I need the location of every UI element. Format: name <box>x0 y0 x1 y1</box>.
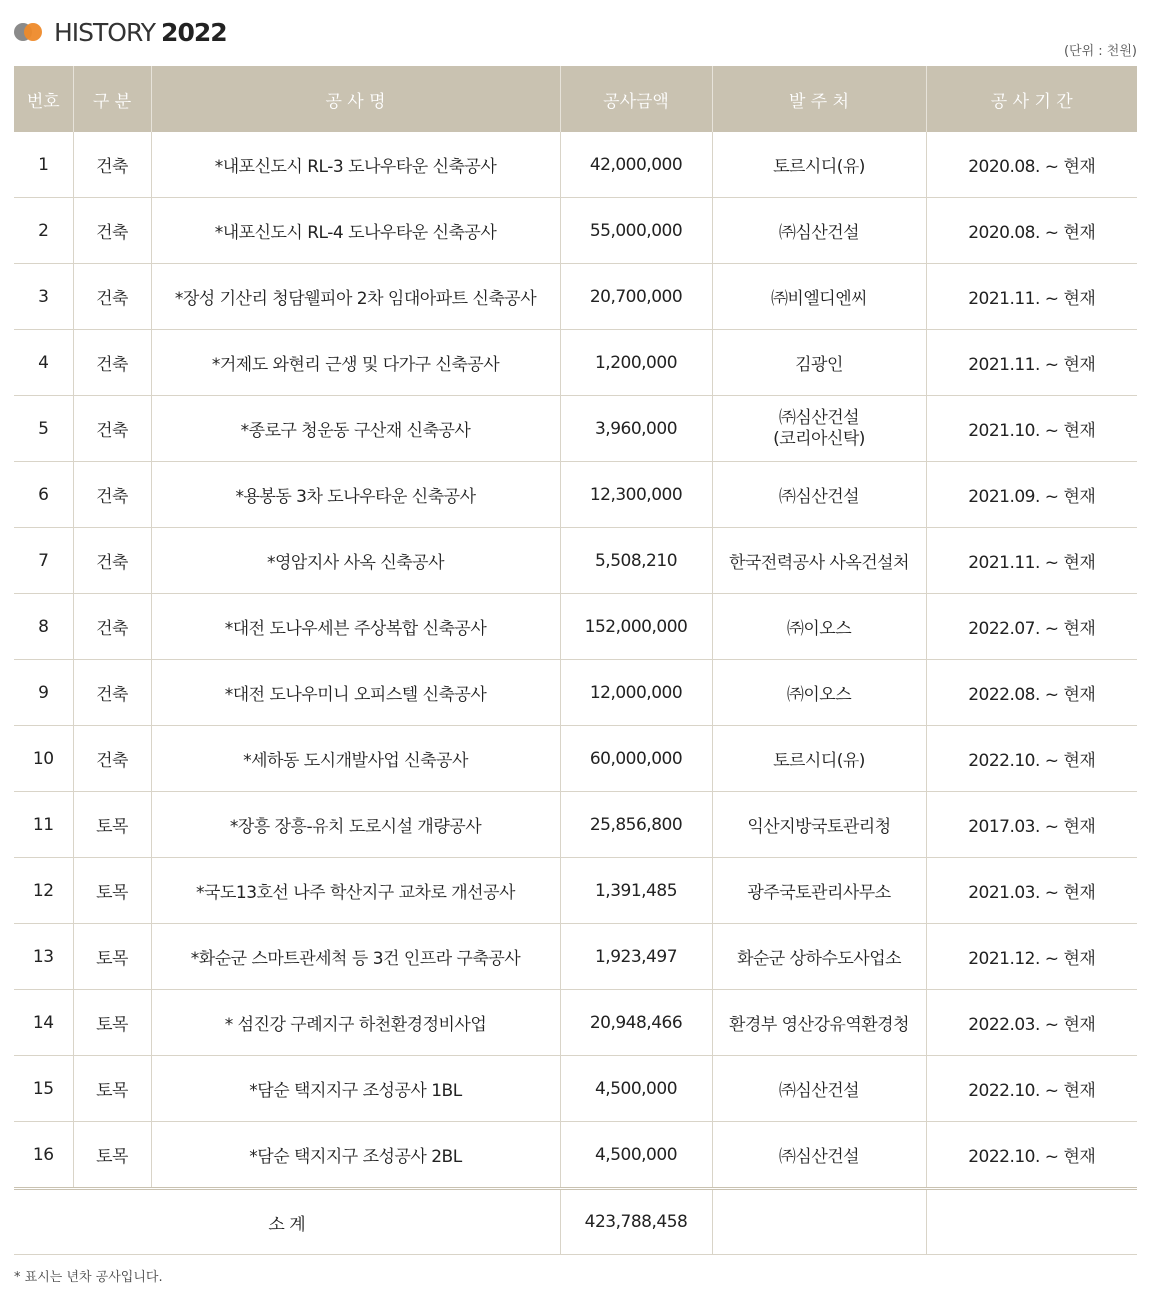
cell-period: 2022.10. ~ 현재 <box>926 726 1137 792</box>
cell-client: ㈜이오스 <box>712 594 926 660</box>
cell-division: 건축 <box>73 528 151 594</box>
cell-period: 2022.08. ~ 현재 <box>926 660 1137 726</box>
cell-no: 14 <box>14 990 73 1056</box>
cell-project-name: *내포신도시 RL-4 도나우타운 신축공사 <box>151 198 560 264</box>
cell-no: 12 <box>14 858 73 924</box>
cell-amount: 1,923,497 <box>560 924 712 990</box>
table-row <box>14 396 1137 462</box>
table-row <box>14 1122 1137 1189</box>
subtotal-period-empty <box>926 1189 1137 1255</box>
cell-client: 토르시디(유) <box>712 132 926 198</box>
cell-client: ㈜심산건설 <box>712 1122 926 1189</box>
cell-division: 토목 <box>73 990 151 1056</box>
client-line: ㈜심산건설 <box>778 407 860 428</box>
cell-division: 건축 <box>73 330 151 396</box>
table-row <box>14 990 1137 1056</box>
cell-client: 토르시디(유) <box>712 726 926 792</box>
cell-period: 2022.10. ~ 현재 <box>926 1056 1137 1122</box>
cell-amount: 60,000,000 <box>560 726 712 792</box>
cell-division: 건축 <box>73 660 151 726</box>
cell-period: 2021.03. ~ 현재 <box>926 858 1137 924</box>
cell-amount: 152,000,000 <box>560 594 712 660</box>
cell-period: 2021.11. ~ 현재 <box>926 528 1137 594</box>
cell-project-name: *대전 도나우미니 오피스텔 신축공사 <box>151 660 560 726</box>
cell-division: 토목 <box>73 1056 151 1122</box>
subtotal-row <box>14 1189 1137 1255</box>
cell-no: 15 <box>14 1056 73 1122</box>
cell-amount: 5,508,210 <box>560 528 712 594</box>
header-division: 구 분 <box>73 66 151 132</box>
cell-no: 3 <box>14 264 73 330</box>
cell-no: 7 <box>14 528 73 594</box>
cell-amount: 20,948,466 <box>560 990 712 1056</box>
cell-no: 9 <box>14 660 73 726</box>
cell-project-name: *세하동 도시개발사업 신축공사 <box>151 726 560 792</box>
cell-division: 건축 <box>73 264 151 330</box>
table-row <box>14 924 1137 990</box>
table-row <box>14 198 1137 264</box>
page-title-word: HISTORY <box>54 17 156 47</box>
cell-division: 건축 <box>73 726 151 792</box>
cell-amount: 55,000,000 <box>560 198 712 264</box>
cell-client: 광주국토관리사무소 <box>712 858 926 924</box>
cell-project-name: *장흥 장흥-유치 도로시설 개량공사 <box>151 792 560 858</box>
cell-amount: 4,500,000 <box>560 1122 712 1189</box>
cell-client: ㈜심산건설 <box>712 462 926 528</box>
table-row <box>14 858 1137 924</box>
cell-period: 2017.03. ~ 현재 <box>926 792 1137 858</box>
cell-amount: 4,500,000 <box>560 1056 712 1122</box>
cell-division: 토목 <box>73 858 151 924</box>
cell-client: 한국전력공사 사옥건설처 <box>712 528 926 594</box>
cell-no: 13 <box>14 924 73 990</box>
cell-project-name: *용봉동 3차 도나우타운 신축공사 <box>151 462 560 528</box>
table-row <box>14 594 1137 660</box>
cell-amount: 1,200,000 <box>560 330 712 396</box>
page-header <box>14 14 227 50</box>
subtotal-amount: 423,788,458 <box>560 1189 712 1255</box>
footnote: * 표시는 년차 공사입니다. <box>14 1270 163 1285</box>
cell-division: 건축 <box>73 462 151 528</box>
cell-period: 2021.12. ~ 현재 <box>926 924 1137 990</box>
cell-project-name: *국도13호선 나주 학산지구 교차로 개선공사 <box>151 858 560 924</box>
cell-period: 2022.10. ~ 현재 <box>926 1122 1137 1189</box>
table-row <box>14 726 1137 792</box>
cell-amount: 12,300,000 <box>560 462 712 528</box>
cell-period: 2022.03. ~ 현재 <box>926 990 1137 1056</box>
cell-client: 화순군 상하수도사업소 <box>712 924 926 990</box>
cell-client: ㈜비엘디엔씨 <box>712 264 926 330</box>
cell-project-name: *종로구 청운동 구산재 신축공사 <box>151 396 560 462</box>
cell-amount: 3,960,000 <box>560 396 712 462</box>
cell-project-name: *내포신도시 RL-3 도나우타운 신축공사 <box>151 132 560 198</box>
brand-circles-icon <box>14 23 44 41</box>
subtotal-label: 소 계 <box>14 1189 560 1255</box>
table-header-row <box>14 66 1137 132</box>
header-amount: 공사금액 <box>560 66 712 132</box>
table-row <box>14 792 1137 858</box>
table-row <box>14 660 1137 726</box>
cell-project-name: *담순 택지지구 조성공사 2BL <box>151 1122 560 1189</box>
cell-project-name: *거제도 와현리 근생 및 다가구 신축공사 <box>151 330 560 396</box>
cell-amount: 1,391,485 <box>560 858 712 924</box>
table-row <box>14 132 1137 198</box>
cell-period: 2021.09. ~ 현재 <box>926 462 1137 528</box>
cell-client: 환경부 영산강유역환경청 <box>712 990 926 1056</box>
cell-client <box>712 396 926 462</box>
cell-client: ㈜심산건설 <box>712 1056 926 1122</box>
cell-period: 2021.11. ~ 현재 <box>926 330 1137 396</box>
cell-amount: 20,700,000 <box>560 264 712 330</box>
header-no: 번호 <box>14 66 73 132</box>
cell-period: 2022.07. ~ 현재 <box>926 594 1137 660</box>
cell-division: 토목 <box>73 924 151 990</box>
cell-period: 2021.10. ~ 현재 <box>926 396 1137 462</box>
subtotal-client-empty <box>712 1189 926 1255</box>
cell-division: 토목 <box>73 1122 151 1189</box>
cell-period: 2020.08. ~ 현재 <box>926 132 1137 198</box>
cell-project-name: *대전 도나우세븐 주상복합 신축공사 <box>151 594 560 660</box>
cell-amount: 25,856,800 <box>560 792 712 858</box>
cell-client: 김광인 <box>712 330 926 396</box>
table-row <box>14 528 1137 594</box>
cell-client: 익산지방국토관리청 <box>712 792 926 858</box>
header-client: 발 주 처 <box>712 66 926 132</box>
cell-project-name: *담순 택지지구 조성공사 1BL <box>151 1056 560 1122</box>
cell-no: 4 <box>14 330 73 396</box>
cell-project-name: *화순군 스마트관세척 등 3건 인프라 구축공사 <box>151 924 560 990</box>
header-period: 공 사 기 간 <box>926 66 1137 132</box>
cell-project-name: *장성 기산리 청담웰피아 2차 임대아파트 신축공사 <box>151 264 560 330</box>
history-table <box>14 66 1137 1255</box>
table-row <box>14 264 1137 330</box>
cell-project-name: *영암지사 사옥 신축공사 <box>151 528 560 594</box>
cell-no: 2 <box>14 198 73 264</box>
cell-no: 6 <box>14 462 73 528</box>
cell-division: 건축 <box>73 198 151 264</box>
table-row <box>14 1056 1137 1122</box>
cell-no: 1 <box>38 154 49 175</box>
cell-division: 건축 <box>73 132 151 198</box>
cell-amount: 12,000,000 <box>560 660 712 726</box>
cell-no: 11 <box>14 792 73 858</box>
cell-no: 5 <box>14 396 73 462</box>
cell-period: 2020.08. ~ 현재 <box>926 198 1137 264</box>
table-row <box>14 462 1137 528</box>
cell-client: ㈜심산건설 <box>712 198 926 264</box>
cell-period: 2021.11. ~ 현재 <box>926 264 1137 330</box>
cell-division: 건축 <box>73 594 151 660</box>
table-row <box>14 330 1137 396</box>
page-title-year: 2022 <box>161 17 227 47</box>
cell-client: ㈜이오스 <box>712 660 926 726</box>
cell-division: 토목 <box>73 792 151 858</box>
unit-note: (단위 : 천원) <box>1063 44 1137 59</box>
cell-project-name: * 섬진강 구례지구 하천환경정비사업 <box>151 990 560 1056</box>
cell-division: 건축 <box>73 396 151 462</box>
header-project-name: 공 사 명 <box>151 66 560 132</box>
cell-no: 16 <box>14 1122 73 1189</box>
client-line-sub: (코리아신탁) <box>773 428 865 449</box>
cell-no: 8 <box>14 594 73 660</box>
cell-no: 10 <box>14 726 73 792</box>
cell-amount: 42,000,000 <box>560 132 712 198</box>
